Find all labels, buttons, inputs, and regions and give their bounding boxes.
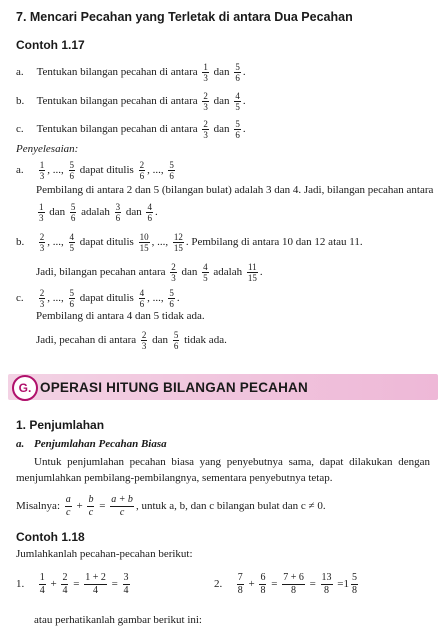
fraction: $\frac{5}{6}$ bbox=[173, 330, 179, 351]
fraction: $\frac{10}{15}$ bbox=[139, 232, 149, 253]
fraction: $\frac{1 + 2}{4}$ bbox=[85, 572, 106, 596]
fraction: $\frac{2}{3}$ bbox=[39, 232, 45, 253]
fraction: $\frac{a + b}{c}$ bbox=[111, 494, 133, 518]
fraction: $\frac{2}{3}$ bbox=[203, 91, 208, 112]
section-g-title: OPERASI HITUNG BILANGAN PECAHAN bbox=[40, 380, 308, 395]
question-label: a. bbox=[16, 66, 24, 79]
fraction: $\frac{1}{3}$ bbox=[39, 202, 44, 223]
fraction: $\frac{2}{4}$ bbox=[62, 572, 68, 596]
subsection-a-title: a. Penjumlahan Pecahan Biasa bbox=[16, 438, 167, 450]
fraction: $\frac{3}{4}$ bbox=[123, 572, 129, 596]
fraction: $\frac{5}{6}$ bbox=[235, 119, 240, 140]
fraction: $\frac{4}{6}$ bbox=[139, 288, 145, 309]
fraction: $\frac{3}{6}$ bbox=[115, 202, 121, 223]
question-text: Tentukan bilangan pecahan di antara bbox=[36, 66, 198, 79]
solution-label: Penyelesaian: bbox=[16, 143, 79, 155]
fraction: $\frac{2}{3}$ bbox=[171, 262, 176, 283]
example-formula: Misalnya: $\frac{a}{c}$ + $\frac{b}{c}$ = $\frac{a + b}{c}$ , untuk a, b, dan c bilangan bulat dan c ≠ 0. bbox=[16, 494, 326, 518]
footer-line: atau perhatikanlah gambar berikut ini: bbox=[34, 614, 202, 626]
example-1-18-intro: Jumlahkanlah pecahan-pecahan berikut: bbox=[16, 548, 193, 560]
fraction: $\frac{4}{5}$ bbox=[69, 232, 74, 253]
question-c: c. Tentukan bilangan pecahan di antara $\frac{2}{3}$ dan $\frac{5}{6}$ . bbox=[16, 119, 246, 140]
solution-a-line2: Pembilang di antara 2 dan 5 (bilangan bulat) adalah 3 dan 4. Jadi, bilangan pecahan antara bbox=[36, 184, 434, 196]
fraction: $\frac{5}{6}$ bbox=[69, 288, 74, 309]
fraction: $\frac{5}{6}$ bbox=[169, 160, 174, 181]
fraction: $\frac{13}{8}$ bbox=[321, 572, 332, 596]
fraction: $\frac{11}{15}$ bbox=[247, 262, 257, 283]
solution-c-line3: Jadi, pecahan di antara $\frac{2}{3}$ dan $\frac{5}{6}$ tidak ada. bbox=[36, 330, 227, 351]
fraction: $\frac{5}{6}$ bbox=[235, 62, 240, 83]
fraction: $\frac{a}{c}$ bbox=[65, 494, 71, 518]
question-text: Tentukan bilangan pecahan di antara bbox=[36, 123, 198, 136]
fraction: $\frac{b}{c}$ bbox=[88, 494, 94, 518]
section-g-badge: G. bbox=[12, 375, 38, 401]
question-label: c. bbox=[16, 123, 24, 136]
fraction: $\frac{7 + 6}{8}$ bbox=[283, 572, 304, 596]
fraction: $\frac{2}{3}$ bbox=[141, 330, 147, 351]
question-label: b. bbox=[16, 95, 25, 108]
fraction: $\frac{5}{6}$ bbox=[69, 160, 74, 181]
fraction: $\frac{5}{6}$ bbox=[169, 288, 174, 309]
solution-c-line2: Pembilang di antara 4 dan 5 tidak ada. bbox=[36, 310, 205, 322]
example-1-17-title: Contoh 1.17 bbox=[16, 38, 85, 52]
fraction: $\frac{5}{8}$ bbox=[352, 572, 358, 596]
fraction: $\frac{7}{8}$ bbox=[237, 572, 243, 596]
question-text: Tentukan bilangan pecahan di antara bbox=[36, 95, 198, 108]
example-1-18-title: Contoh 1.18 bbox=[16, 530, 85, 544]
fraction: $\frac{2}{6}$ bbox=[139, 160, 145, 181]
fraction: $\frac{5}{6}$ bbox=[70, 202, 76, 223]
body-paragraph: Untuk penjumlahan pecahan biasa yang penyebutnya sama, dapat dilakukan dengan menjumlahkan pembilang-pembilangnya, sementara penyebutnya tetap. bbox=[16, 456, 430, 484]
fraction: $\frac{2}{3}$ bbox=[203, 119, 208, 140]
fraction: $\frac{2}{3}$ bbox=[39, 288, 45, 309]
solution-a-line1: a. $\frac{1}{3}$ , ..., $\frac{5}{6}$ dapat ditulis $\frac{2}{6}$ , ..., $\frac{5}{6}$ bbox=[16, 160, 174, 181]
fraction: $\frac{1}{3}$ bbox=[39, 160, 45, 181]
section-7-heading: 7. Mencari Pecahan yang Terletak di antara Dua Pecahan bbox=[16, 10, 353, 24]
fraction: $\frac{4}{5}$ bbox=[235, 91, 240, 112]
solution-b-line2: Jadi, bilangan pecahan antara $\frac{2}{3}$ dan $\frac{4}{5}$ adalah $\frac{11}{15}$ . bbox=[36, 262, 263, 283]
question-a: a. Tentukan bilangan pecahan di antara $\frac{1}{3}$ dan $\frac{5}{6}$ . bbox=[16, 62, 246, 83]
subsection-1-title: 1. Penjumlahan bbox=[16, 418, 105, 432]
example-1-18-item-2: 2. $\frac{7}{8}$ + $\frac{6}{8}$ = $\frac{7 + 6}{8}$ = $\frac{13}{8}$ =1 $\frac{5}{8}$ bbox=[214, 572, 358, 596]
solution-c-line1: c. $\frac{2}{3}$ , ..., $\frac{5}{6}$ dapat ditulis $\frac{4}{6}$ , ..., $\frac{5}{6}$ . bbox=[16, 288, 180, 309]
fraction: $\frac{4}{5}$ bbox=[203, 262, 208, 283]
example-1-18-item-1: 1. $\frac{1}{4}$ + $\frac{2}{4}$ = $\frac{1 + 2}{4}$ = $\frac{3}{4}$ bbox=[16, 572, 129, 596]
solution-a-line3: $\frac{1}{3}$ dan $\frac{5}{6}$ adalah $\frac{3}{6}$ dan $\frac{4}{6}$ . bbox=[39, 202, 158, 223]
solution-b-line1: b. $\frac{2}{3}$ , ..., $\frac{4}{5}$ dapat ditulis $\frac{10}{15}$ , ..., $\frac{12}{15}$ . Pembilang di antara 10 dan 12 atau 11. bbox=[16, 232, 363, 253]
fraction: $\frac{1}{4}$ bbox=[39, 572, 45, 596]
fraction: $\frac{1}{3}$ bbox=[203, 62, 208, 83]
fraction: $\frac{4}{6}$ bbox=[147, 202, 152, 223]
fraction: $\frac{12}{15}$ bbox=[173, 232, 183, 253]
question-b: b. Tentukan bilangan pecahan di antara $\frac{2}{3}$ dan $\frac{4}{5}$ . bbox=[16, 91, 246, 112]
fraction: $\frac{6}{8}$ bbox=[260, 572, 266, 596]
